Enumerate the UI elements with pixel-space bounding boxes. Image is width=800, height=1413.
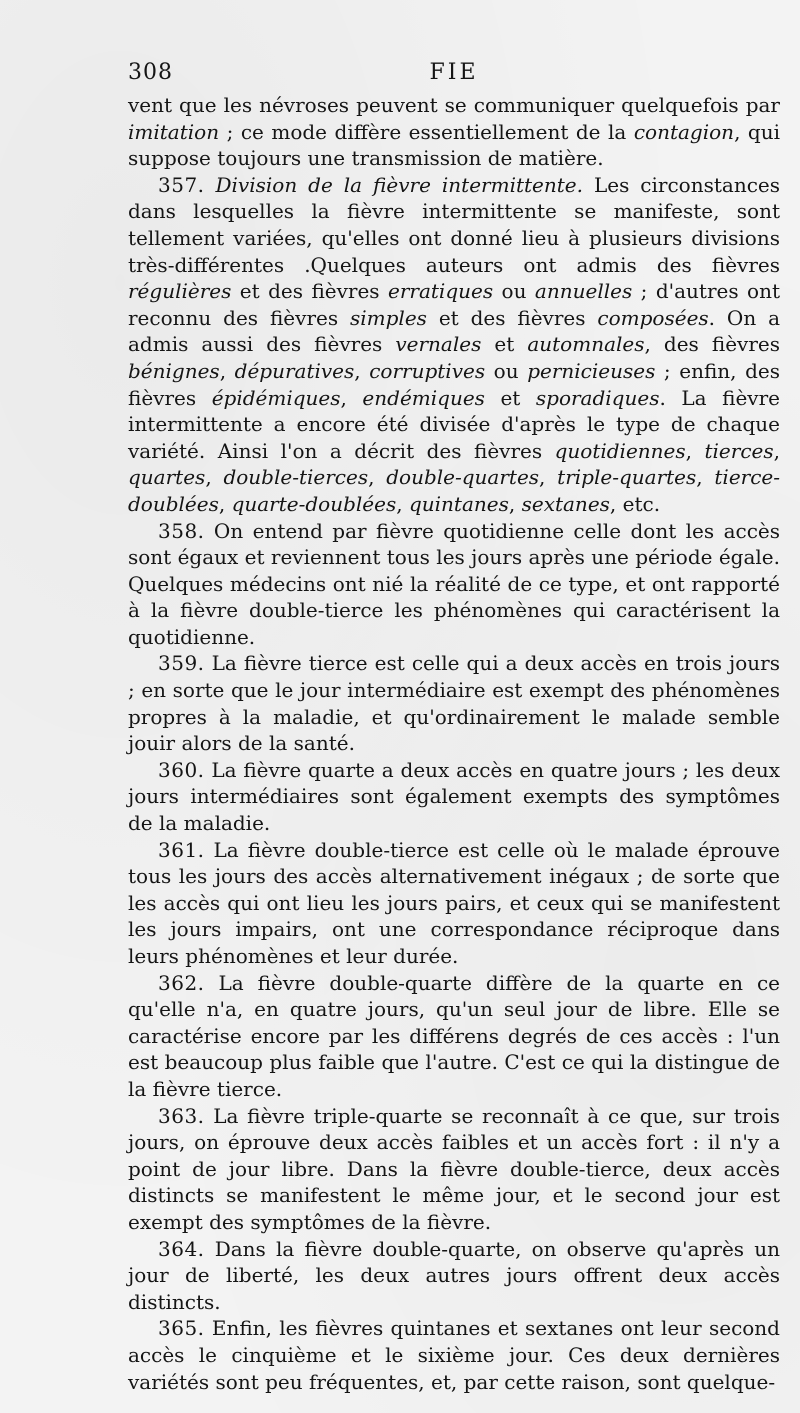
text-run: , etc.	[609, 491, 661, 516]
text-run: , qui suppose toujours une transmission de matière.	[128, 119, 781, 171]
text-run: La fièvre double-quarte diffère de la quarte en ce qu'elle n'a, en quatre jours, qu'un seul jour de libre. Elle se caractérise encore par les différens degrés de ces accès : l'un est beaucoup plus faible que l'autre. C'est ce qui la distingue de la fièvre tierce.	[128, 970, 780, 1101]
text-run: ,	[218, 491, 232, 516]
italic-term: Division de la fièvre intermittente.	[215, 172, 583, 197]
italic-term: imitation	[128, 119, 220, 144]
italic-term: sextanes	[521, 491, 610, 516]
text-run: On entend par fièvre quotidienne celle dont les accès sont égaux et reviennent tous les jours après une période égale. Quelques médecins ont nié la réalité de ce type, et ont rapporté à la fièvre double-tierce les phénomènes qui caractérisent la quotidienne.	[128, 518, 780, 649]
italic-term: tierce-doublées	[128, 465, 781, 516]
text-run: Les circonstances dans lesquelles la fièvre intermittente se manifeste, sont tellement variées, qu'elles ont donné lieu à plusieurs divisions très-différentes .Quelques auteurs ont admis des fièvres	[128, 172, 780, 277]
book-page	[128, 58, 780, 1395]
paragraph-number: 361.	[158, 837, 205, 862]
italic-term: dépuratives	[234, 358, 355, 383]
text-run: ; enfin, des fièvres	[128, 358, 781, 410]
text-run	[205, 173, 216, 197]
paragraph-number: 360.	[158, 757, 205, 782]
italic-term: tierces	[704, 438, 774, 463]
italic-term: automnales	[527, 332, 645, 357]
italic-term: composées	[597, 305, 709, 330]
numbered-paragraph	[128, 837, 780, 970]
numbered-paragraph	[128, 970, 780, 1103]
text-run: ,	[354, 358, 370, 383]
text-run: et	[484, 385, 536, 410]
paragraph-number: 362.	[158, 970, 205, 995]
text-run: ; d'autres ont reconnu des fièvres	[128, 279, 781, 330]
paragraph-number: 364.	[158, 1236, 205, 1261]
body-text	[128, 92, 780, 1395]
text-run: . On a admis aussi des fièvres	[128, 305, 781, 357]
paragraph-continuation	[128, 92, 780, 172]
text-run: ,	[219, 358, 235, 383]
paragraph-number: 363.	[158, 1103, 205, 1128]
numbered-paragraph	[128, 1103, 780, 1236]
numbered-paragraph	[128, 1236, 780, 1316]
text-run: ,	[340, 385, 363, 410]
text-run: ou	[485, 358, 528, 383]
text-run: ,	[539, 465, 558, 490]
paragraph-number: 359.	[158, 651, 205, 676]
text-run: ,	[508, 491, 522, 516]
italic-term: corruptives	[369, 358, 486, 383]
italic-term: quarte-doublées	[231, 491, 397, 516]
italic-term: triple-quartes	[557, 465, 697, 490]
text-run: ,	[773, 438, 780, 463]
text-run: et des fièvres	[231, 279, 389, 304]
running-head	[128, 58, 780, 92]
text-run: ,	[205, 465, 224, 490]
italic-term: contagion	[633, 119, 735, 144]
text-run: et	[481, 332, 528, 357]
text-run: ; ce mode diffère essentiellement de la	[219, 119, 634, 144]
paragraph-number: 358.	[158, 518, 205, 543]
paragraph-number: 357.	[158, 172, 205, 197]
running-title: FIE	[429, 60, 479, 85]
italic-term: simples	[350, 305, 427, 330]
text-run: et des fièvres	[426, 305, 598, 330]
text-run: La fièvre triple-quarte se reconnaît à ce que, sur trois jours, on éprouve deux accès faibles et un accès fort : il n'y a point de jour libre. Dans la fièvre double-tierce, deux accès distincts se manifestent le même jour, et le second jour est exempt des symptômes de la fièvre.	[128, 1103, 780, 1234]
page-number: 308	[128, 60, 173, 85]
text-run: La fièvre tierce est celle qui a deux accès en trois jours ; en sorte que le jour intermédiaire est exempt des phénomènes propres à la maladie, et qu'ordinairement le malade semble jouir alors de la santé.	[128, 651, 780, 756]
numbered-paragraph	[128, 172, 780, 518]
text-run: . La fièvre intermittente a encore été divisée d'après le type de chaque variété. Ainsi l'on a décrit des fièvres	[128, 385, 780, 463]
text-run: ou	[493, 279, 535, 304]
italic-term: pernicieuses	[527, 358, 656, 383]
italic-term: bénignes	[128, 358, 220, 383]
italic-term: erratiques	[388, 279, 494, 304]
text-run: ,	[696, 465, 715, 490]
text-run: Dans la fièvre double-quarte, on observe qu'après un jour de liberté, les deux autres jours offrent deux accès distincts.	[128, 1236, 780, 1314]
text-run: La fièvre double-tierce est celle où le malade éprouve tous les jours des accès alternativement inégaux ; de sorte que les accès qui ont lieu les jours pairs, et ceux qui se manifestent les jours impairs, ont une correspondance réciproque dans leurs phénomènes et leur durée.	[128, 837, 780, 968]
italic-term: vernales	[395, 332, 482, 357]
italic-term: quotidiennes	[554, 438, 686, 463]
italic-term: sporadiques	[535, 385, 660, 410]
text-run: vent que les névroses peuvent se communiquer quelquefois par	[128, 93, 780, 117]
paragraph-number: 365.	[158, 1316, 205, 1341]
text-run: ,	[685, 438, 705, 463]
numbered-paragraph	[128, 650, 780, 756]
italic-term: double-tierces	[223, 465, 369, 490]
text-run: , des fièvres	[644, 332, 781, 357]
italic-term: épidémiques	[211, 385, 341, 410]
text-run: ,	[396, 491, 409, 516]
text-run: La fièvre quarte a deux accès en quatre jours ; les deux jours intermédiaires sont également exempts des symptômes de la maladie.	[128, 757, 780, 836]
italic-term: endémiques	[362, 385, 485, 410]
italic-term: double-quartes	[386, 465, 540, 490]
italic-term: quartes	[128, 465, 206, 490]
numbered-paragraph	[128, 757, 780, 837]
text-run: Enfin, les fièvres quintanes et sextanes ont leur second accès le cinquième et le sixième jour. Ces deux dernières variétés sont peu fréquentes, et, par cette raison, sont quelque-	[128, 1316, 780, 1394]
numbered-paragraph	[128, 1315, 780, 1395]
numbered-paragraph	[128, 518, 780, 651]
italic-term: annuelles	[534, 279, 633, 304]
text-run: ,	[368, 465, 387, 490]
italic-term: régulières	[128, 279, 232, 304]
italic-term: quintanes	[408, 491, 509, 516]
